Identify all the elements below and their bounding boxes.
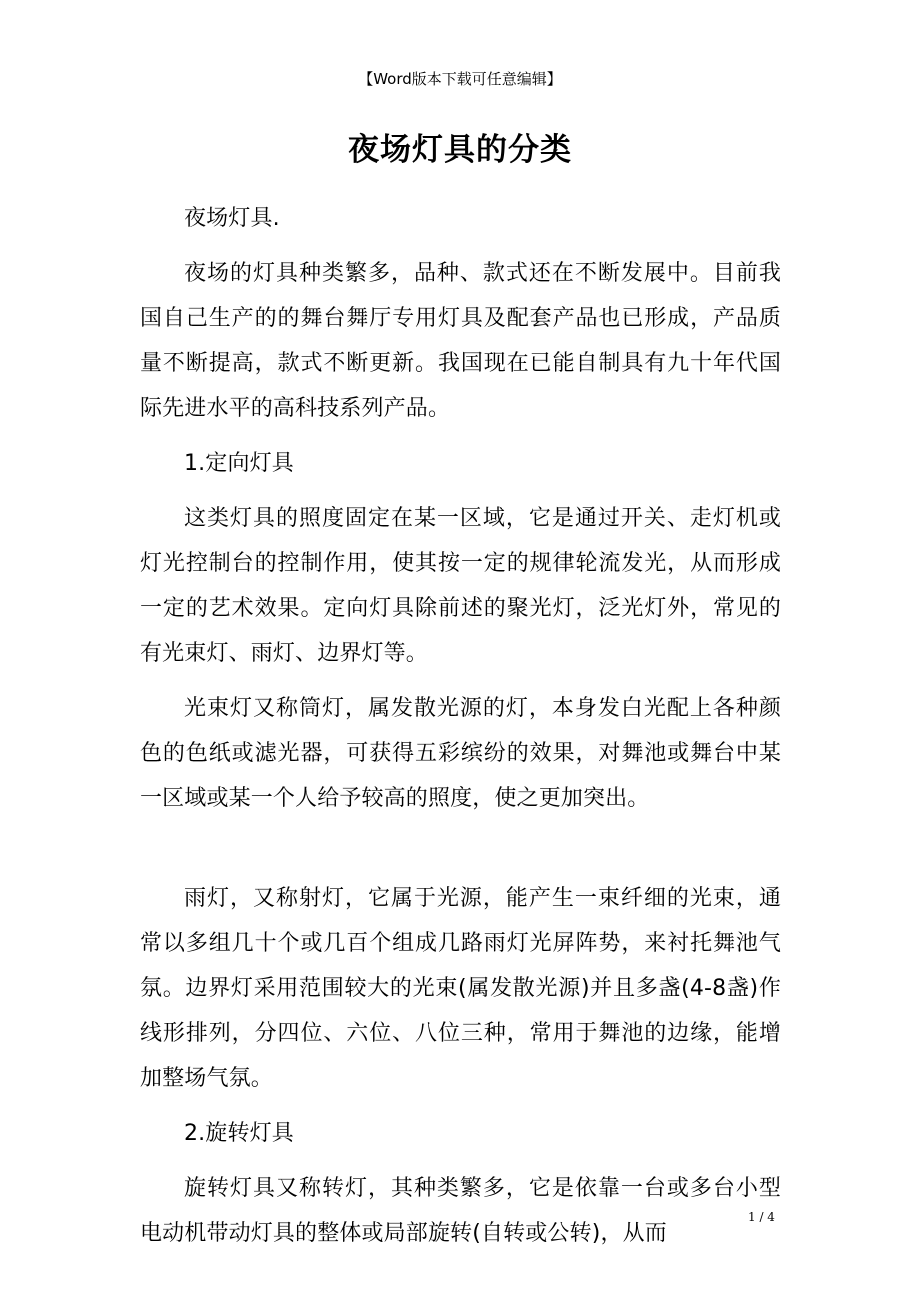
page-number: 1 / 4	[748, 1210, 775, 1224]
paragraph-rotating-lights: 旋转灯具又称转灯，其种类繁多，它是依靠一台或多台小型电动机带动灯具的整体或局部旋转(自转或公转)，从而	[140, 1176, 781, 1246]
document-body	[140, 196, 781, 1256]
section-heading-directional-lights: 1.定向灯具	[184, 451, 294, 476]
paragraph-rain-lights: 雨灯，又称射灯，它属于光源，能产生一束纤细的光束，通常以多组几十个或几百个组成几路雨灯光屏阵势，来衬托舞池气氛。边界灯采用范围较大的光束(属发散光源)并且多盏(4-8盏)作线形排列，分四位、六位、八位三种，常用于舞池的边缘，能增加整场气氛。	[140, 886, 781, 1091]
header-note: 【Word版本下载可任意编辑】	[358, 70, 562, 88]
paragraph-beam-lights: 光束灯又称筒灯，属发散光源的灯，本身发白光配上各种颜色的色纸或滤光器，可获得五彩缤纷的效果，对舞池或舞台中某一区域或某一个人给予较高的照度，使之更加突出。	[140, 696, 781, 811]
section-heading-rotating-lights: 2.旋转灯具	[184, 1121, 294, 1146]
paragraph-overview: 夜场的灯具种类繁多，品种、款式还在不断发展中。目前我国自己生产的的舞台舞厅专用灯具及配套产品也已形成，产品质量不断提高，款式不断更新。我国现在已能自制具有九十年代国际先进水平的高科技系列产品。	[140, 261, 781, 421]
document-title: 夜场灯具的分类	[348, 132, 572, 168]
paragraph-directional-lights: 这类灯具的照度固定在某一区域，它是通过开关、走灯机或灯光控制台的控制作用，使其按一定的规律轮流发光，从而形成一定的艺术效果。定向灯具除前述的聚光灯，泛光灯外，常见的有光束灯、雨灯、边界灯等。	[140, 506, 781, 666]
paragraph-intro: 夜场灯具.	[184, 206, 280, 231]
